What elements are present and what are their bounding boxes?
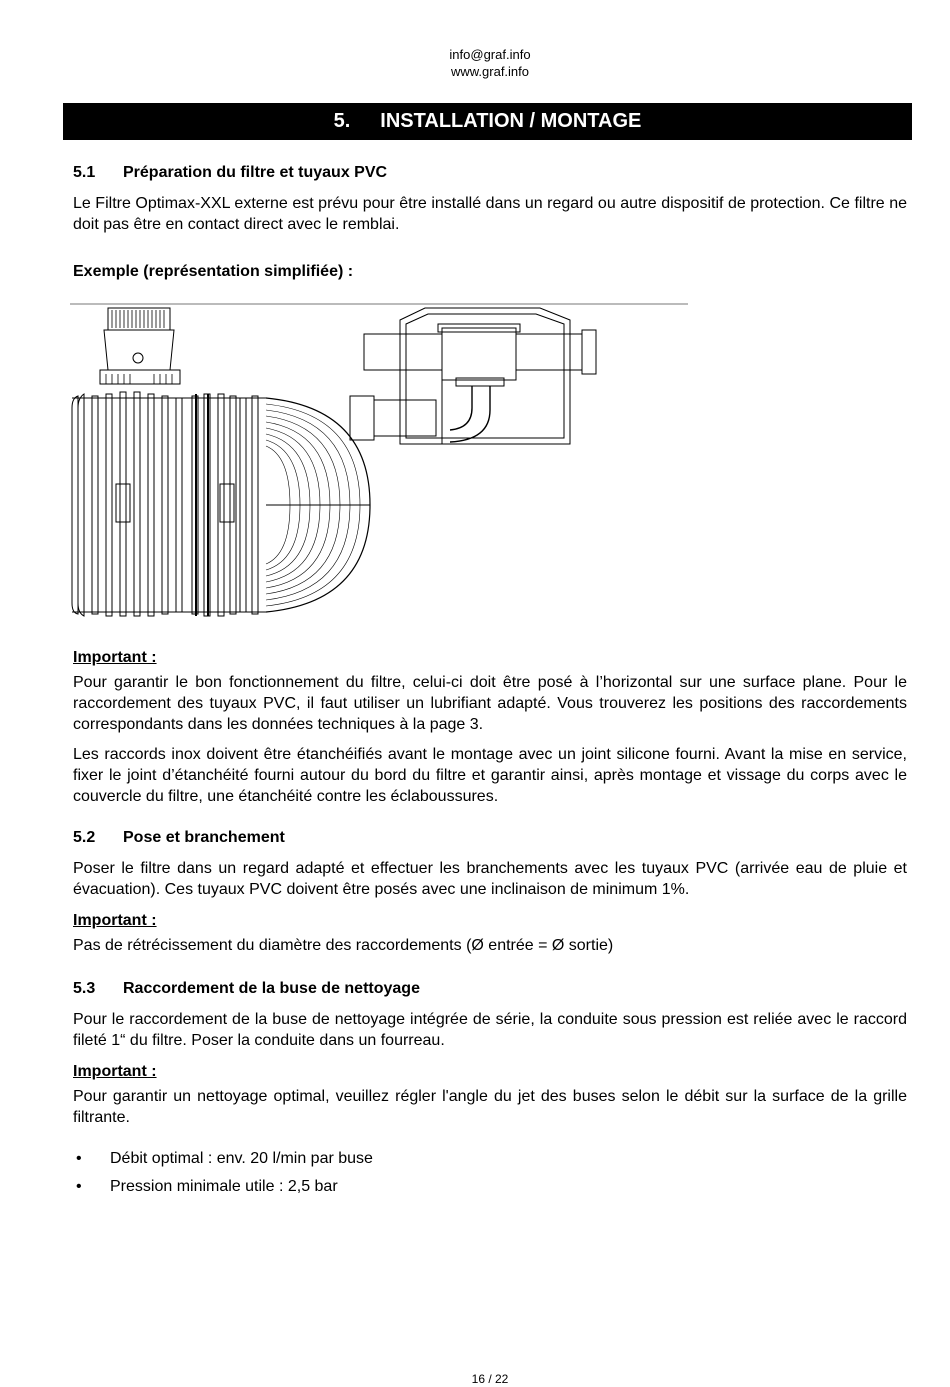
filter-body <box>72 392 266 616</box>
heading-title: Préparation du filtre et tuyaux PVC <box>123 164 388 181</box>
paragraph-important-2: Les raccords inox doivent être étanchéifiés avant le montage avec un joint silicone fourni. Avant la mise en service, fixer le joint d’étanchéité fourni autour du bord du filtre et garantir ainsi, après montage et vissage du corps avec le couvercle du filtre, une étanchéité contre les éclaboussures. <box>73 746 907 805</box>
example-label: Exemple (représentation simplifiée) : <box>73 263 354 280</box>
paragraph-intro: Le Filtre Optimax-XXL externe est prévu pour être installé dans un regard ou autre dispositif de protection. Ce filtre ne doit pas être en contact direct avec le remblai. <box>73 195 907 233</box>
paragraph-diameter: Pas de rétrécissement du diamètre des raccordements (Ø entrée = Ø sortie) <box>73 937 614 954</box>
important-label: Important : <box>73 912 157 929</box>
heading-number: 5.2 <box>73 829 96 846</box>
heading-title: Pose et branchement <box>123 829 285 846</box>
section-title: INSTALLATION / MONTAGE <box>380 110 642 132</box>
filter-dome <box>100 308 180 384</box>
heading-title: Raccordement de la buse de nettoyage <box>123 980 420 997</box>
paragraph-important-1: Pour garantir le bon fonctionnement du filtre, celui-ci doit être posé à l’horizontal sur une surface plane. Pour le raccordement des tuyaux PVC, il faut utiliser un lubrifiant adapté. Vous trouverez les positions des raccordements correspondants dans les données techniques à la page 3. <box>73 674 907 733</box>
installation-drawing <box>70 298 690 618</box>
section-number: 5. <box>333 110 351 132</box>
inspection-chamber <box>364 308 596 444</box>
heading-number: 5.1 <box>73 164 96 181</box>
list-item-text: Pression minimale utile : 2,5 bar <box>110 1178 338 1195</box>
list-item <box>73 1176 673 1204</box>
important-label: Important : <box>73 1063 157 1080</box>
section-banner <box>63 103 912 140</box>
paragraph-pose: Poser le filtre dans un regard adapté et effectuer les branchements avec les tuyaux PVC (arrivée eau de pluie et évacuation). Ces tuyaux PVC doivent être posés avec une inclinaison de minimum 1%. <box>73 860 907 898</box>
page-header <box>0 46 950 80</box>
bullet-icon: • <box>76 1178 82 1195</box>
heading-5-3 <box>73 978 907 999</box>
paragraph-buse: Pour le raccordement de la buse de nettoyage intégrée de série, la conduite sous pression est reliée avec le raccord fileté 1“ du filtre. Poser la conduite dans un fourreau. <box>73 1011 907 1049</box>
list-item-text: Débit optimal : env. 20 l/min par buse <box>110 1150 373 1167</box>
heading-number: 5.3 <box>73 980 96 997</box>
spec-list <box>73 1148 673 1204</box>
page-number: 16 / 22 <box>471 1372 509 1386</box>
important-label: Important : <box>73 649 157 666</box>
paragraph-nettoyage: Pour garantir un nettoyage optimal, veuillez régler l'angle du jet des buses selon le débit sur la surface de la grille filtrante. <box>73 1088 907 1126</box>
header-email: info@graf.info <box>449 47 531 62</box>
filter-end-cap <box>266 398 370 612</box>
heading-5-2 <box>73 827 907 848</box>
list-item <box>73 1148 673 1176</box>
header-website: www.graf.info <box>450 64 530 79</box>
heading-5-1 <box>73 162 907 183</box>
pvc-pipe <box>350 396 436 440</box>
bullet-icon: • <box>76 1150 82 1167</box>
